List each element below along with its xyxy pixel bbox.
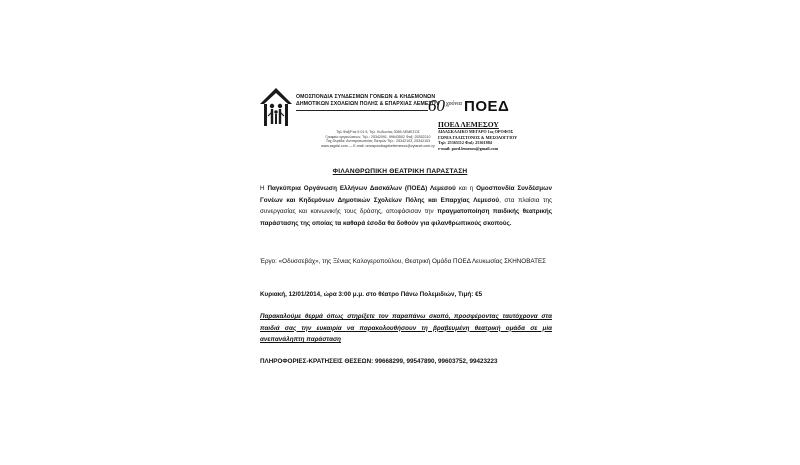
event-details: Κυριακή, 12/01/2014, ώρα 3:00 μ.μ. στο θέατρο Πάνω Πολεμιδιών, Τιμή: €5 bbox=[260, 291, 483, 298]
anniversary-number: 60 bbox=[428, 96, 445, 115]
appeal-paragraph: Παρακαλούμε θερμά όπως στηρίξετε τον παραπάνω σκοπό, προσφέροντας ταυτόχρονα στα παιδιά σας την ευκαιρία να παρακολουθήσουν τη βραβευμένη θεατρική ομάδα σε μία ανεπανάληπτη παράσταση bbox=[260, 313, 552, 343]
poed-contact-line: ΔΙΔΑΣΚΑΛΙΚΟ ΜΕΓΑΡΟ 1ος ΟΡΟΦΟΣ bbox=[438, 129, 514, 134]
federation-name bbox=[296, 94, 440, 108]
intro-text: Η bbox=[260, 185, 268, 192]
federation-org-name: Ομοσπονδία Συνδέσμων Γονέων και Κηδεμόνων Δημοτικών Σχολείων Πόλης και Επαρχίας Λεμεσού bbox=[260, 185, 552, 204]
intro-paragraph bbox=[260, 183, 552, 229]
contact-line: www.ssgdsl.com — E-mail: omospondiagdseilemesou@cytanet.com.cy bbox=[321, 143, 435, 148]
play-info: Έργο: «Οδυσσεβάχ», της Ξένιας Καλογεροπούλου, Θεατρική Ομάδα ΠΟΕΔ Λευκωσίας ΣΚΗΝΟΒΑΤΕΣ bbox=[260, 258, 547, 265]
poed-contact-line: Τηλ: 25365112 Φαξ: 25361884 bbox=[438, 140, 492, 146]
intro-text: και η bbox=[455, 185, 477, 192]
poed-contact-line: e-mail: poed.lemesou@gmail.com bbox=[438, 145, 499, 151]
poed-contact-line: ΓΩΝΙΑ ΓΑΛΙΣΤΟΝΟΣ & ΜΕΣΟΛΟΓΓΙΟΥ bbox=[438, 134, 518, 140]
anniversary-logo bbox=[428, 96, 509, 116]
letterhead-divider bbox=[296, 110, 428, 111]
poed-letterhead bbox=[428, 86, 558, 156]
booking-info: ΠΛΗΡΟΦΟΡΙΕΣ-ΚΡΑΤΗΣΕΙΣ ΘΕΣΕΩΝ: 99668299, 99547890, 99603752, 99423223 bbox=[260, 358, 498, 365]
anniversary-word: χρόνια bbox=[446, 101, 462, 107]
poed-org-name: Παγκύπρια Οργάνωση Ελλήνων Δασκάλων (ΠΟΕΔ) Λεμεσού bbox=[267, 185, 456, 192]
federation-name-line: ΟΜΟΣΠΟΝΔΙΑ ΣΥΝΔΕΣΜΩΝ ΓΟΝΕΩΝ & ΚΗΔΕΜΟΝΩΝ bbox=[296, 94, 436, 100]
federation-name-line: ΔΗΜΟΤΙΚΩΝ ΣΧΟΛΕΙΩΝ ΠΟΛΗΣ & ΕΠΑΡΧΙΑΣ ΛΕΜΕΣΟΥ bbox=[296, 101, 440, 107]
contact-line: Γραφείο οργανώσεων, Τηλ.: 25342091, 99643502 Φαξ: 25352210 bbox=[325, 134, 431, 139]
poed-contact bbox=[438, 129, 558, 151]
purpose-text: πραγματοποίηση παιδικής θεατρικής παράστασης της οποίας τα καθαρά έσοδα θα δοθούν για φιλανθρωπικούς σκοπούς. bbox=[260, 208, 552, 227]
federation-contact bbox=[313, 130, 443, 148]
intro-text: , στα πλαίσια της συνεργασίας και κοινωνικής τους δράσης, αποφάσισαν την bbox=[260, 196, 552, 215]
house-family-logo-icon bbox=[258, 86, 294, 130]
document-title: ΦΙΛΑΝΘΡΩΠΙΚΗ ΘΕΑΤΡΙΚΗ ΠΑΡΑΣΤΑΣΗ bbox=[332, 168, 468, 175]
poed-branch-name: ΠΟΕΔ ΛΕΜΕΣΟΥ bbox=[438, 120, 499, 129]
contact-line: Ταχ.Θυρίδα: Αντιπροσωπείας Πατρών Τηλ.: 25342103, 25342103 bbox=[325, 139, 431, 144]
poed-brand: ΠΟΕΔ bbox=[464, 98, 510, 115]
contact-line: Τηλ.Φαξ/Fax 5 01 5, Τηλ. Κυδωνίας 3085 ΛΕΜΕΣΟΣ bbox=[336, 130, 420, 134]
